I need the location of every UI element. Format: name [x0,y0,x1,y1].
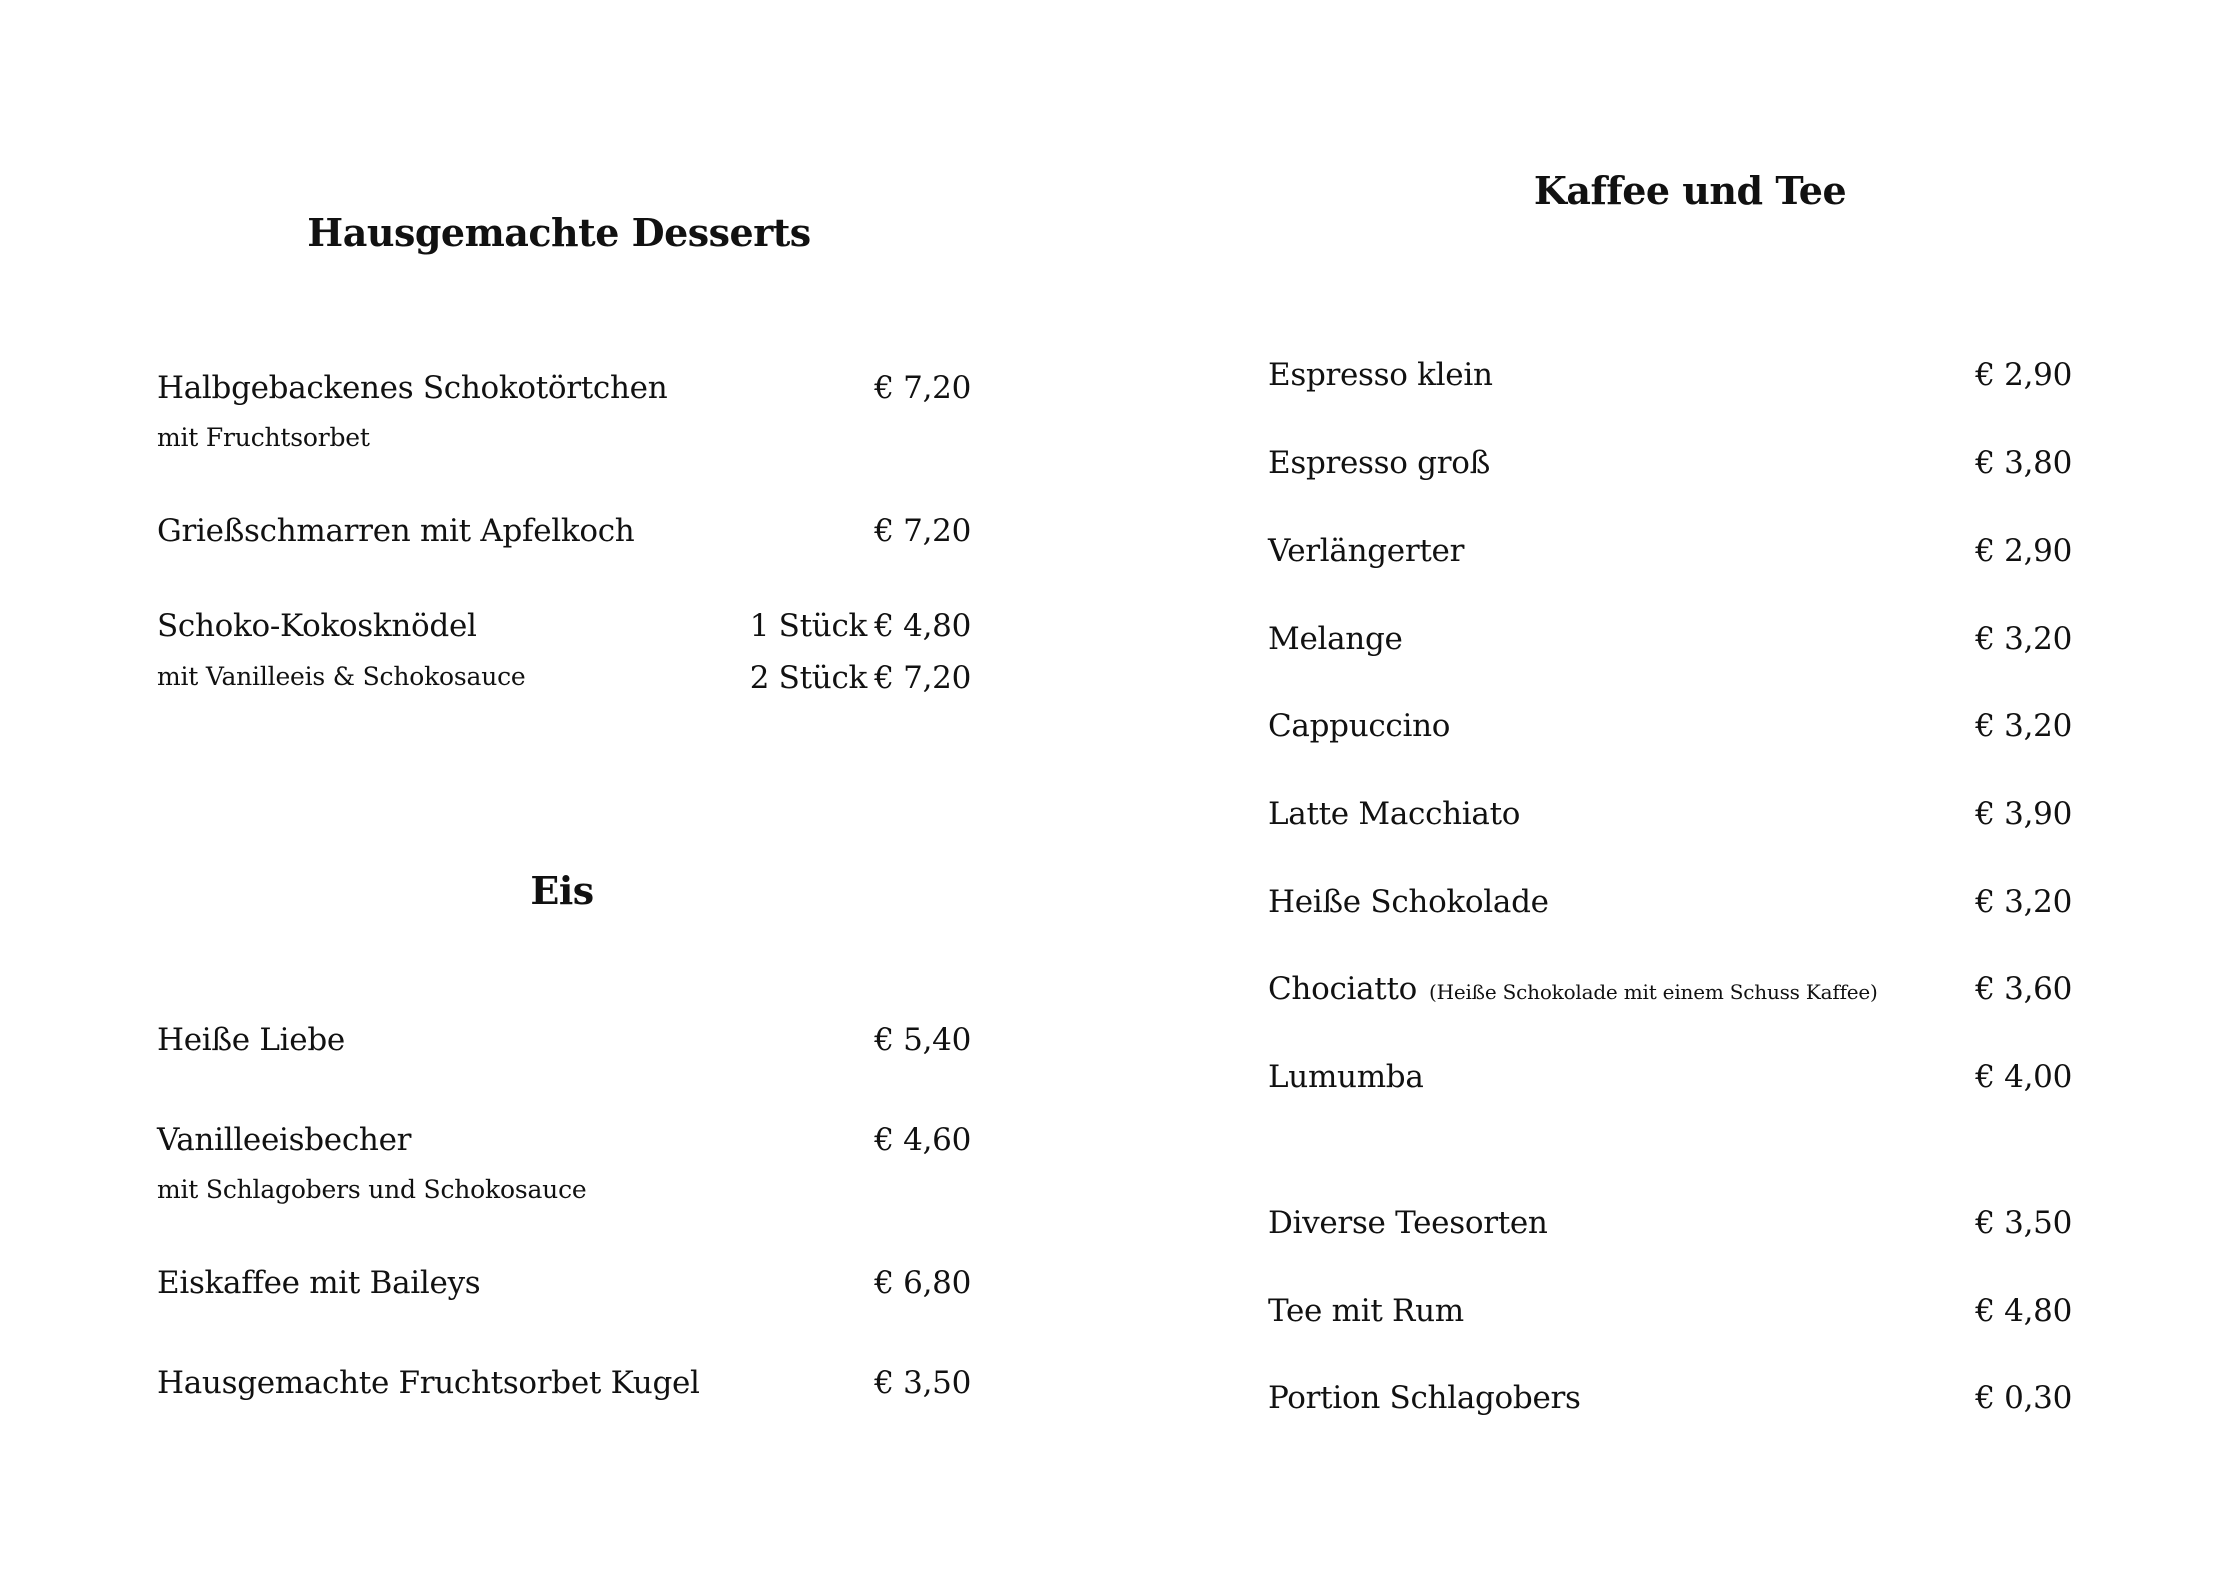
dessert-item-sub: mit Vanilleeis & Schokosauce [157,662,526,691]
dessert-item-name: Halbgebackenes Schokotörtchen [157,370,668,406]
dessert-item-price: € 7,20 [874,370,971,406]
kaffee-item-price: € 3,50 [1975,1205,2072,1241]
kaffee-item-name: Verlängerter [1268,533,1465,569]
dessert-item-qty: 1 Stück [749,608,867,644]
kaffee-item-name: Melange [1268,621,1403,657]
dessert-item-qty: 2 Stück [749,660,867,696]
kaffee-item-price: € 4,00 [1975,1059,2072,1095]
kaffee-item-name: Heiße Schokolade [1268,884,1549,920]
eis-item-price: € 3,50 [874,1365,971,1401]
kaffee-item-name: Tee mit Rum [1268,1293,1464,1329]
eis-item-price: € 4,60 [874,1122,971,1158]
kaffee-item-price: € 2,90 [1975,533,2072,569]
kaffee-item-name: Espresso groß [1268,445,1491,481]
eis-heading: Eis [530,868,594,913]
kaffee-item-price: € 4,80 [1975,1293,2072,1329]
eis-item-name: Eiskaffee mit Baileys [157,1265,481,1301]
dessert-item-price: € 4,80 [874,608,971,644]
kaffee-item-name: Portion Schlagobers [1268,1380,1581,1416]
dessert-item-name: Grießschmarren mit Apfelkoch [157,513,635,549]
kaffee-item-name: Lumumba [1268,1059,1424,1095]
kaffee-item-name: Espresso klein [1268,357,1493,393]
kaffee-item-note: (Heiße Schokolade mit einem Schuss Kaffee) [1429,980,1878,1004]
eis-item-price: € 6,80 [874,1265,971,1301]
dessert-item-price: € 7,20 [874,513,971,549]
kaffee-item-row [1268,971,1878,1007]
eis-item-name: Heiße Liebe [157,1022,345,1058]
dessert-item-price: € 7,20 [874,660,971,696]
dessert-item-name: Schoko-Kokosknödel [157,608,477,644]
kaffee-heading: Kaffee und Tee [1533,168,1847,213]
kaffee-item-name: Cappuccino [1268,708,1451,744]
dessert-item-sub: mit Fruchtsorbet [157,423,370,452]
eis-item-name: Hausgemachte Fruchtsorbet Kugel [157,1365,700,1401]
kaffee-item-name: Diverse Teesorten [1268,1205,1548,1241]
kaffee-item-price: € 3,90 [1975,796,2072,832]
eis-item-price: € 5,40 [874,1022,971,1058]
kaffee-item-price: € 0,30 [1975,1380,2072,1416]
kaffee-item-price: € 3,80 [1975,445,2072,481]
kaffee-item-price: € 2,90 [1975,357,2072,393]
kaffee-item-price: € 3,20 [1975,884,2072,920]
kaffee-item-name: Chociatto [1268,971,1417,1007]
kaffee-item-name: Latte Macchiato [1268,796,1521,832]
desserts-heading: Hausgemachte Desserts [307,210,811,255]
kaffee-item-price: € 3,20 [1975,708,2072,744]
kaffee-item-price: € 3,20 [1975,621,2072,657]
kaffee-item-price: € 3,60 [1975,971,2072,1007]
eis-item-sub: mit Schlagobers und Schokosauce [157,1175,587,1204]
eis-item-name: Vanilleeisbecher [157,1122,412,1158]
